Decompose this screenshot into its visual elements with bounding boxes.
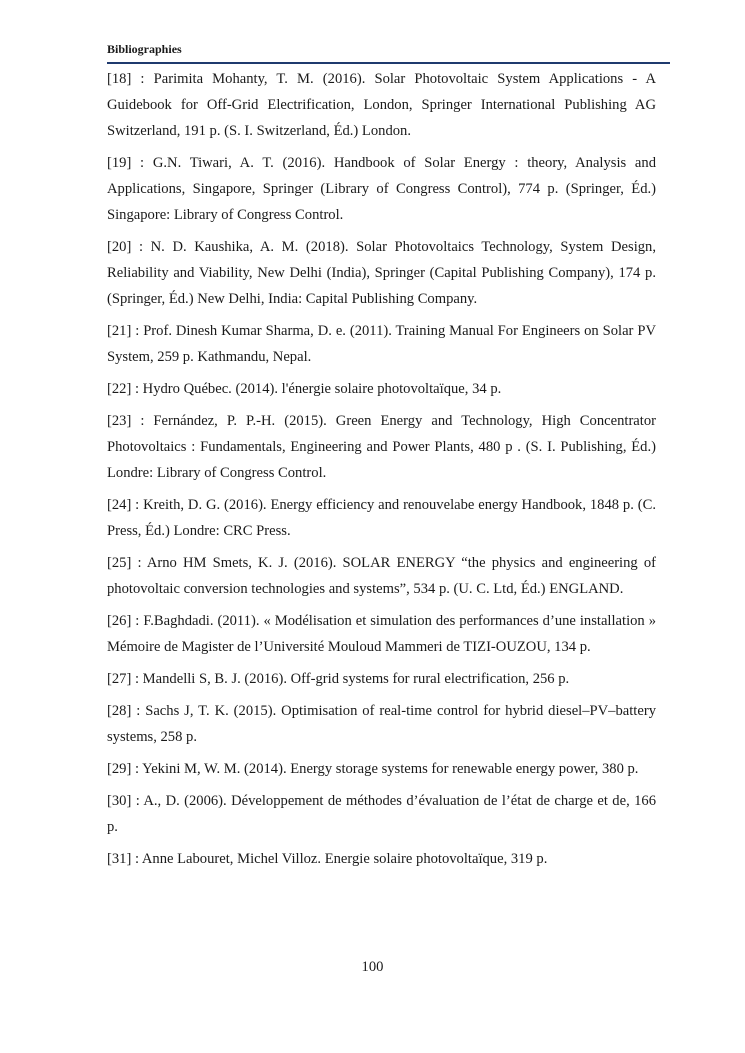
reference-item: [18] : Parimita Mohanty, T. M. (2016). Solar Photovoltaic System Applications - A Guidebook for Off-Grid Electrification, London, Springer International Publishing AG Switzerland, 191 p. (S. I. Switzerland, Éd.) London. bbox=[107, 71, 656, 139]
reference-item: [23] : Fernández, P. P.-H. (2015). Green Energy and Technology, High Concentrator Photovoltaics : Fundamentals, Engineering and Power Plants, 480 p . (S. I. Publishing, Éd.) Londre: Library of Congress Control. bbox=[107, 413, 656, 481]
header-title: Bibliographies bbox=[107, 42, 182, 56]
reference-item: [19] : G.N. Tiwari, A. T. (2016). Handbook of Solar Energy : theory, Analysis and Applications, Singapore, Springer (Library of Congress Control), 774 p. (Springer, Éd.) Singapore: Library of Congress Control. bbox=[107, 155, 656, 223]
reference-list bbox=[107, 66, 656, 878]
page-header bbox=[107, 42, 670, 64]
reference-item: [20] : N. D. Kaushika, A. M. (2018). Solar Photovoltaics Technology, System Design, Reliability and Viability, New Delhi (India), Springer (Capital Publishing Company), 174 p. (Springer, Éd.) New Delhi, India: Capital Publishing Company. bbox=[107, 239, 656, 307]
reference-item: [27] : Mandelli S, B. J. (2016). Off-grid systems for rural electrification, 256 p. bbox=[107, 671, 570, 687]
reference-item: [24] : Kreith, D. G. (2016). Energy efficiency and renouvelabe energy Handbook, 1848 p. (C. Press, Éd.) Londre: CRC Press. bbox=[107, 497, 656, 539]
reference-item: [21] : Prof. Dinesh Kumar Sharma, D. e. (2011). Training Manual For Engineers on Solar PV System, 259 p. Kathmandu, Nepal. bbox=[107, 323, 656, 365]
page-number: 100 bbox=[361, 959, 384, 975]
reference-item: [26] : F.Baghdadi. (2011). « Modélisation et simulation des performances d’une installation » Mémoire de Magister de l’Université Mouloud Mammeri de TIZI-OUZOU, 134 p. bbox=[107, 613, 656, 655]
reference-item: [25] : Arno HM Smets, K. J. (2016). SOLAR ENERGY “the physics and engineering of photovoltaic conversion technologies and systems”, 534 p. (U. C. Ltd, Éd.) ENGLAND. bbox=[107, 555, 656, 597]
reference-item: [28] : Sachs J, T. K. (2015). Optimisation of real-time control for hybrid diesel–PV–battery systems, 258 p. bbox=[107, 703, 656, 745]
reference-item: [31] : Anne Labouret, Michel Villoz. Energie solaire photovoltaïque, 319 p. bbox=[107, 851, 548, 867]
reference-item: [29] : Yekini M, W. M. (2014). Energy storage systems for renewable energy power, 380 p. bbox=[107, 761, 639, 777]
reference-item: [22] : Hydro Québec. (2014). l'énergie solaire photovoltaïque, 34 p. bbox=[107, 381, 502, 397]
reference-item: [30] : A., D. (2006). Développement de méthodes d’évaluation de l’état de charge et de, 166 p. bbox=[107, 793, 656, 835]
